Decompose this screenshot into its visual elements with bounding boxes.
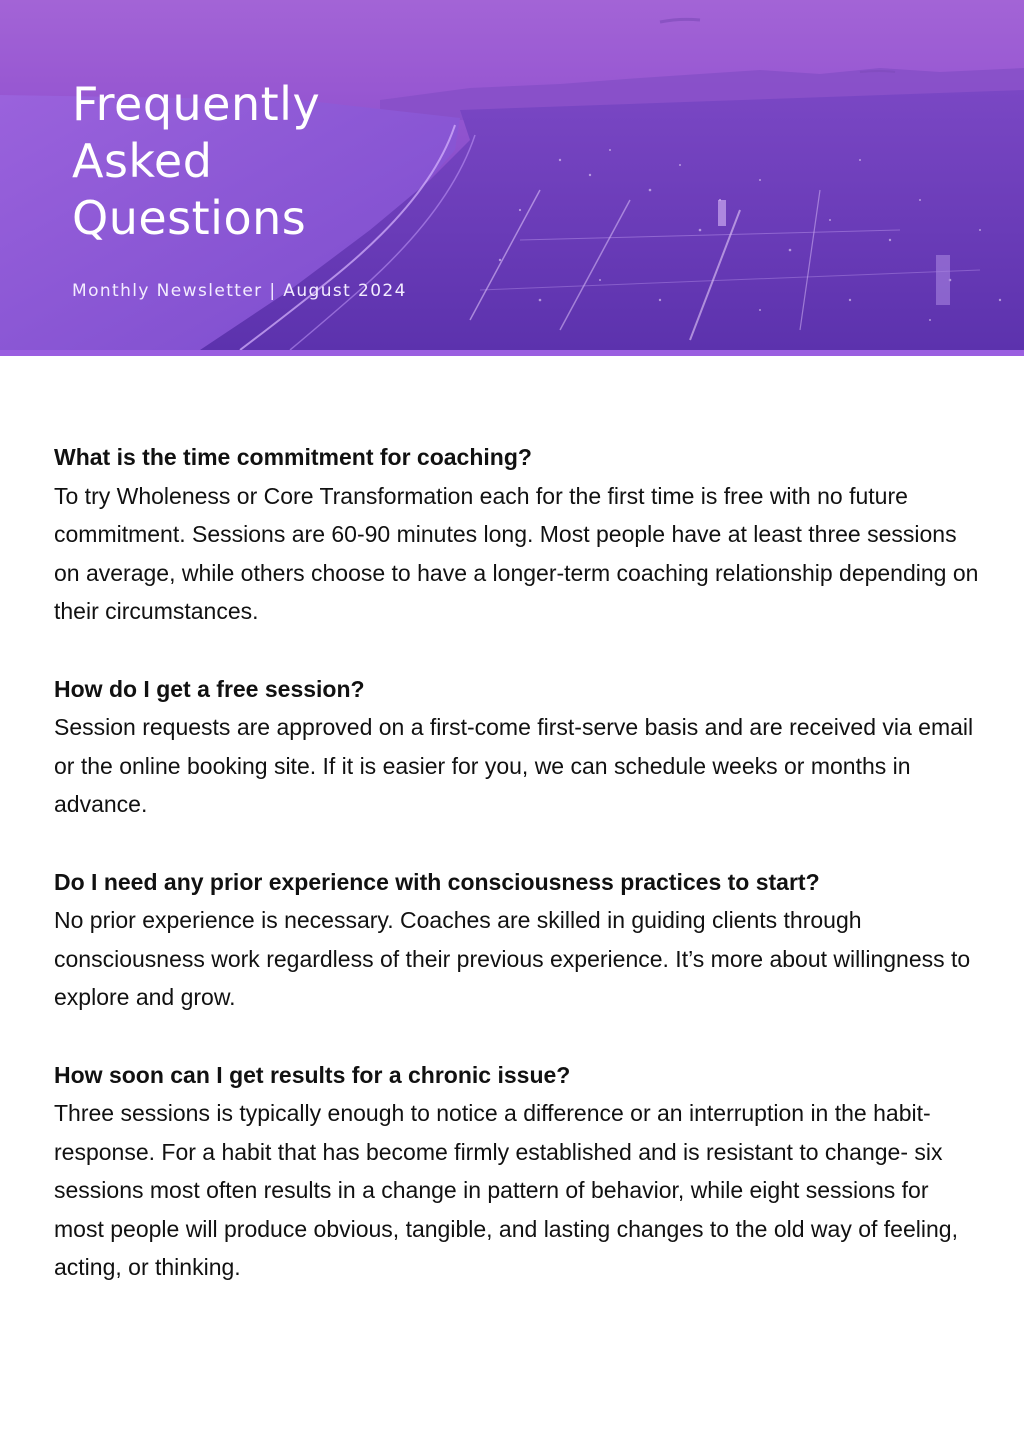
faq-item xyxy=(54,1056,984,1287)
faq-question: Do I need any prior experience with consciousness practices to start? xyxy=(54,868,820,895)
title-line: Questions xyxy=(72,191,307,245)
faq-question: What is the time commitment for coaching? xyxy=(54,444,532,470)
page-title xyxy=(72,76,392,247)
faq-answer: No prior experience is necessary. Coaches are skilled in guiding clients through consciousness work regardless of their previous experience. It’s more about willingness to explore and grow. xyxy=(54,907,971,1010)
title-line: Frequently xyxy=(72,77,321,131)
newsletter-subtitle: Monthly Newsletter | August 2024 xyxy=(72,281,407,301)
faq-answer: To try Wholeness or Core Transformation each for the first time is free with no future commitment. Sessions are 60-90 minutes long. Most people have at least three sessions on average, while others choose to have a longer-term coaching relationship depending on their circumstances. xyxy=(54,482,979,624)
accent-bar xyxy=(0,350,1024,356)
title-line: Asked xyxy=(72,134,213,188)
faq-item xyxy=(54,670,984,824)
faq-item xyxy=(54,438,984,631)
header-banner xyxy=(0,0,1024,350)
faq-list xyxy=(54,438,984,1326)
faq-question: How soon can I get results for a chronic issue? xyxy=(54,1061,571,1088)
faq-question: How do I get a free session? xyxy=(54,675,365,702)
faq-answer: Session requests are approved on a first-come first-serve basis and are received via email or the online booking site. If it is easier for you, we can schedule weeks or months in advance. xyxy=(54,714,974,817)
faq-answer: Three sessions is typically enough to notice a difference or an interruption in the habit-response. For a habit that has become firmly established and is resistant to change- six sessions most often results in a change in pattern of behavior, while eight sessions for most people will produce obvious, tangible, and lasting changes to the old way of feeling, acting, or thinking. xyxy=(54,1100,958,1280)
faq-item xyxy=(54,863,984,1017)
